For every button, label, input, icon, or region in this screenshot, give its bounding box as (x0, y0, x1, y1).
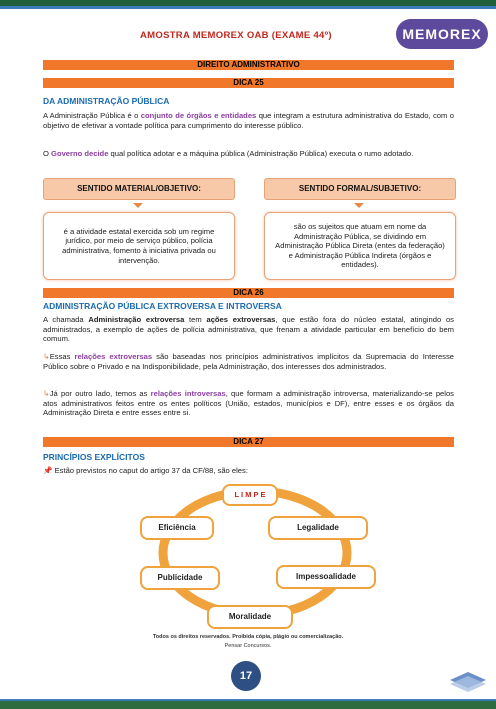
dica-27-bar: DICA 27 (43, 437, 454, 447)
cycle-node-limpe: L I M P E (222, 484, 278, 506)
formal-sense-body: são os sujeitos que atuam em nome da Administração Pública, se dividindo em Administração Pública Direta (entes da federação) e Administração Pública Indireta (órgãos e entidades). (264, 212, 456, 280)
material-sense-body: é a atividade estatal exercida sob um regime jurídico, por meio de serviço público, polícia administrativa, fomento à iniciativa privada ou intervenção. (43, 212, 235, 280)
chevron-down-icon (354, 203, 364, 208)
footer-rights: Todos os direitos reservados. Proibida cópia, plágio ou comercialização. (152, 634, 344, 640)
pin-icon: 📌 (43, 466, 53, 475)
page-header-title: AMOSTRA MEMOREX OAB (EXAME 44º) (140, 30, 332, 41)
dica-25-bar: DICA 25 (43, 78, 454, 88)
cycle-node-publicidade: Publicidade (140, 566, 220, 590)
dica-26-heading: ADMINISTRAÇÃO PÚBLICA EXTROVERSA E INTROVERSA (43, 301, 282, 311)
footer-brand: Pensar Concursos. (224, 643, 272, 649)
top-accent-bar (0, 6, 496, 9)
cycle-ring (163, 491, 347, 615)
dica-27-heading: PRINCÍPIOS EXPLÍCITOS (43, 452, 145, 462)
cycle-node-legalidade: Legalidade (268, 516, 368, 540)
dica-27-intro: 📌 Estão previstos no caput do artigo 37 da CF/88, são eles: (43, 466, 248, 475)
material-sense-title: SENTIDO MATERIAL/OBJETIVO: (43, 178, 235, 200)
memorex-logo: MEMOREX (396, 19, 488, 49)
stacked-books-icon (448, 666, 488, 692)
section-bar: DIREITO ADMINISTRATIVO (43, 60, 454, 70)
dica-26-bar: DICA 26 (43, 288, 454, 298)
dica-26-paragraph-3: ↳Já por outro lado, temos as relações introversas, que formam a administração introversa, materializando-se pelos atos administrativos feitos entre os entes políticos (União, estados, municípios e DF), entre esses e os órgãos da Administração Direta e entre esses entre si. (43, 389, 454, 418)
dica-25-heading: DA ADMINISTRAÇÃO PÚBLICA (43, 96, 170, 106)
dica-25-paragraph-2: O Governo decide qual política adotar e a máquina pública (Administração Pública) executa o rumo adotado. (43, 149, 414, 158)
dica-26-paragraph-2: ↳Essas relações extroversas são baseadas nos princípios administrativos implícitos da Supremacia do Interesse Público sobre o Privado e na Indisponibilidade, pela Administração, dos interesses dos administrados. (43, 352, 454, 371)
formal-sense-title: SENTIDO FORMAL/SUBJETIVO: (264, 178, 456, 200)
arrow-bullet-icon: ↳ (43, 389, 50, 398)
dica-25-paragraph-1: A Administração Pública é o conjunto de órgãos e entidades que integram a estrutura administrativa do Estado, com o objetivo de efetivar a vontade política para cumprimento do interesse público. (43, 111, 454, 130)
cycle-node-moralidade: Moralidade (207, 605, 293, 629)
page-number: 17 (231, 661, 261, 691)
chevron-down-icon (133, 203, 143, 208)
dica-26-paragraph-1: A chamada Administração extroversa tem ações extroversas, que estão fora do núcleo estatal, atingindo os administrados, a exemplo de ações de polícia administrativa, que frenam a atividade particular em benefício do bem comum. (43, 315, 454, 344)
arrow-bullet-icon: ↳ (43, 352, 50, 361)
cycle-node-impessoalidade: Impessoalidade (276, 565, 376, 589)
cycle-node-eficiencia: Eficiência (140, 516, 214, 540)
bottom-color-bar (0, 701, 496, 709)
